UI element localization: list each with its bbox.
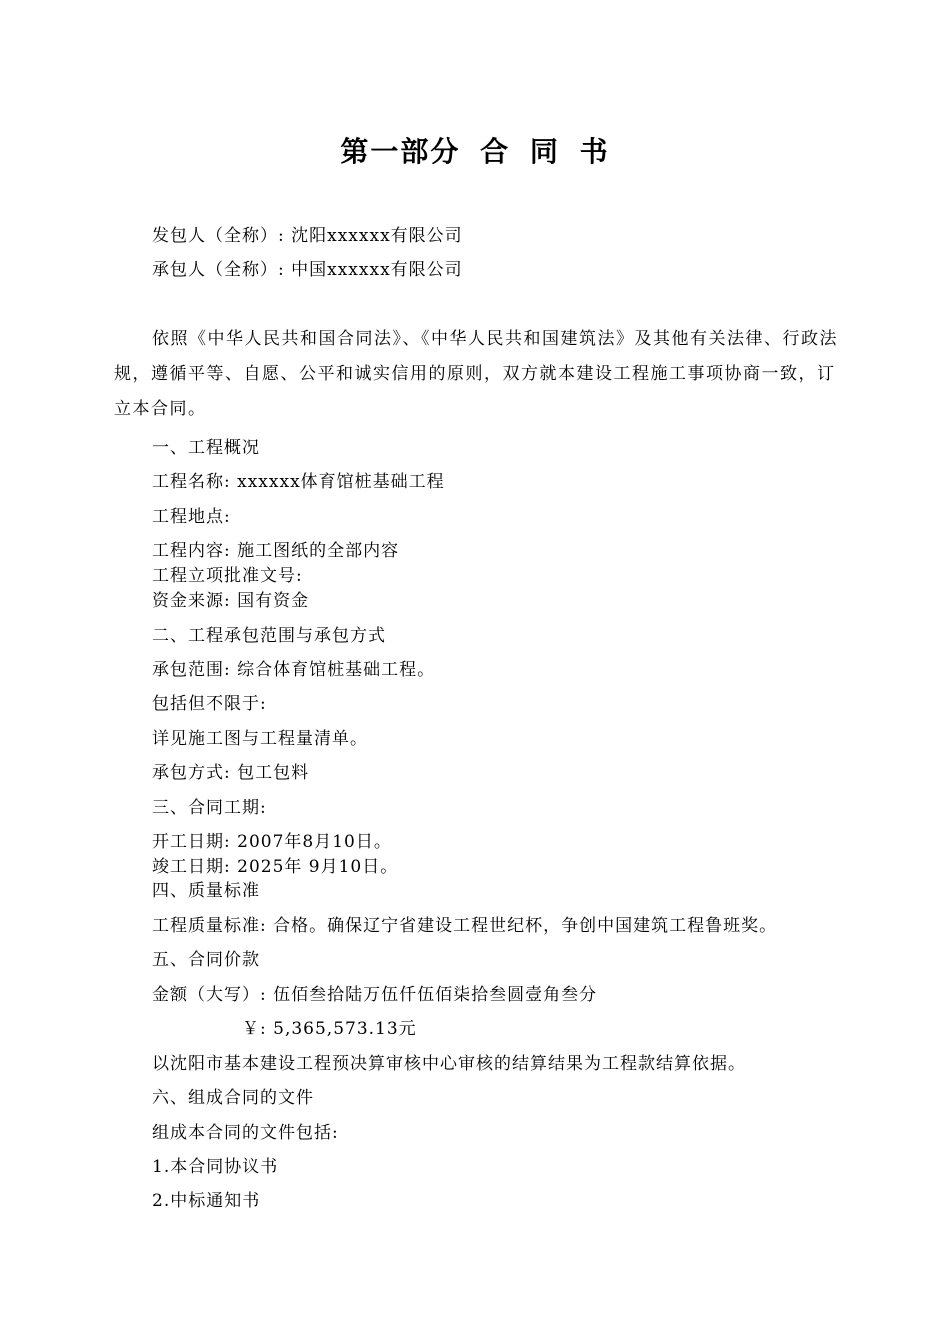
amount-figures-line: ￥: 5,365,573.13元 xyxy=(242,1019,417,1039)
contractor-line: 承包人（全称）: 中国xxxxxx有限公司 xyxy=(152,260,463,280)
section-heading-documents: 六、组成合同的文件 xyxy=(152,1088,314,1108)
employer-line: 发包人（全称）: 沈阳xxxxxx有限公司 xyxy=(152,226,463,246)
section-heading-price: 五、合同价款 xyxy=(152,950,260,970)
see-drawings-line: 详见施工图与工程量清单。 xyxy=(152,729,368,749)
documents-intro-line: 组成本合同的文件包括: xyxy=(152,1123,339,1143)
settlement-basis-line: 以沈阳市基本建设工程预决算审核中心审核的结算结果为工程款结算依据。 xyxy=(152,1054,746,1074)
document-item: 1.本合同协议书 xyxy=(152,1157,279,1177)
project-location-line: 工程地点: xyxy=(152,507,231,527)
contract-method-line: 承包方式: 包工包料 xyxy=(152,763,310,783)
document-item: 2.中标通知书 xyxy=(152,1191,261,1211)
preamble-paragraph: 依照《中华人民共和国合同法》、《中华人民共和国建筑法》及其他有关法律、行政法规，遵循平等、自愿、公平和诚实信用的原则，双方就本建设工程施工事项协商一致，订立本合同。 xyxy=(114,329,838,419)
start-date-line: 开工日期: 2007年8月10日。 xyxy=(152,832,392,852)
section-heading-project-overview: 一、工程概况 xyxy=(152,438,260,458)
project-content-line: 工程内容: 施工图纸的全部内容 xyxy=(152,541,400,561)
page-title: 第一部分 合 同 书 xyxy=(340,135,610,168)
funding-source-line: 资金来源: 国有资金 xyxy=(152,591,310,611)
approval-number-line: 工程立项批准文号: xyxy=(152,566,303,586)
includes-line: 包括但不限于: xyxy=(152,694,267,714)
quality-standard-line: 工程质量标准: 合格。确保辽宁省建设工程世纪杯，争创中国建筑工程鲁班奖。 xyxy=(152,916,778,936)
project-name-line: 工程名称: xxxxxx体育馆桩基础工程 xyxy=(152,472,445,492)
amount-words-line: 金额（大写）: 伍佰叁拾陆万伍仟伍佰柒拾叁圆壹角叁分 xyxy=(152,985,598,1005)
scope-line: 承包范围: 综合体育馆桩基础工程。 xyxy=(152,660,436,680)
completion-date-line: 竣工日期: 2025年 9月10日。 xyxy=(152,857,399,877)
section-heading-scope: 二、工程承包范围与承包方式 xyxy=(152,626,386,646)
section-heading-duration: 三、合同工期: xyxy=(152,798,267,818)
section-heading-quality: 四、质量标准 xyxy=(152,881,260,901)
